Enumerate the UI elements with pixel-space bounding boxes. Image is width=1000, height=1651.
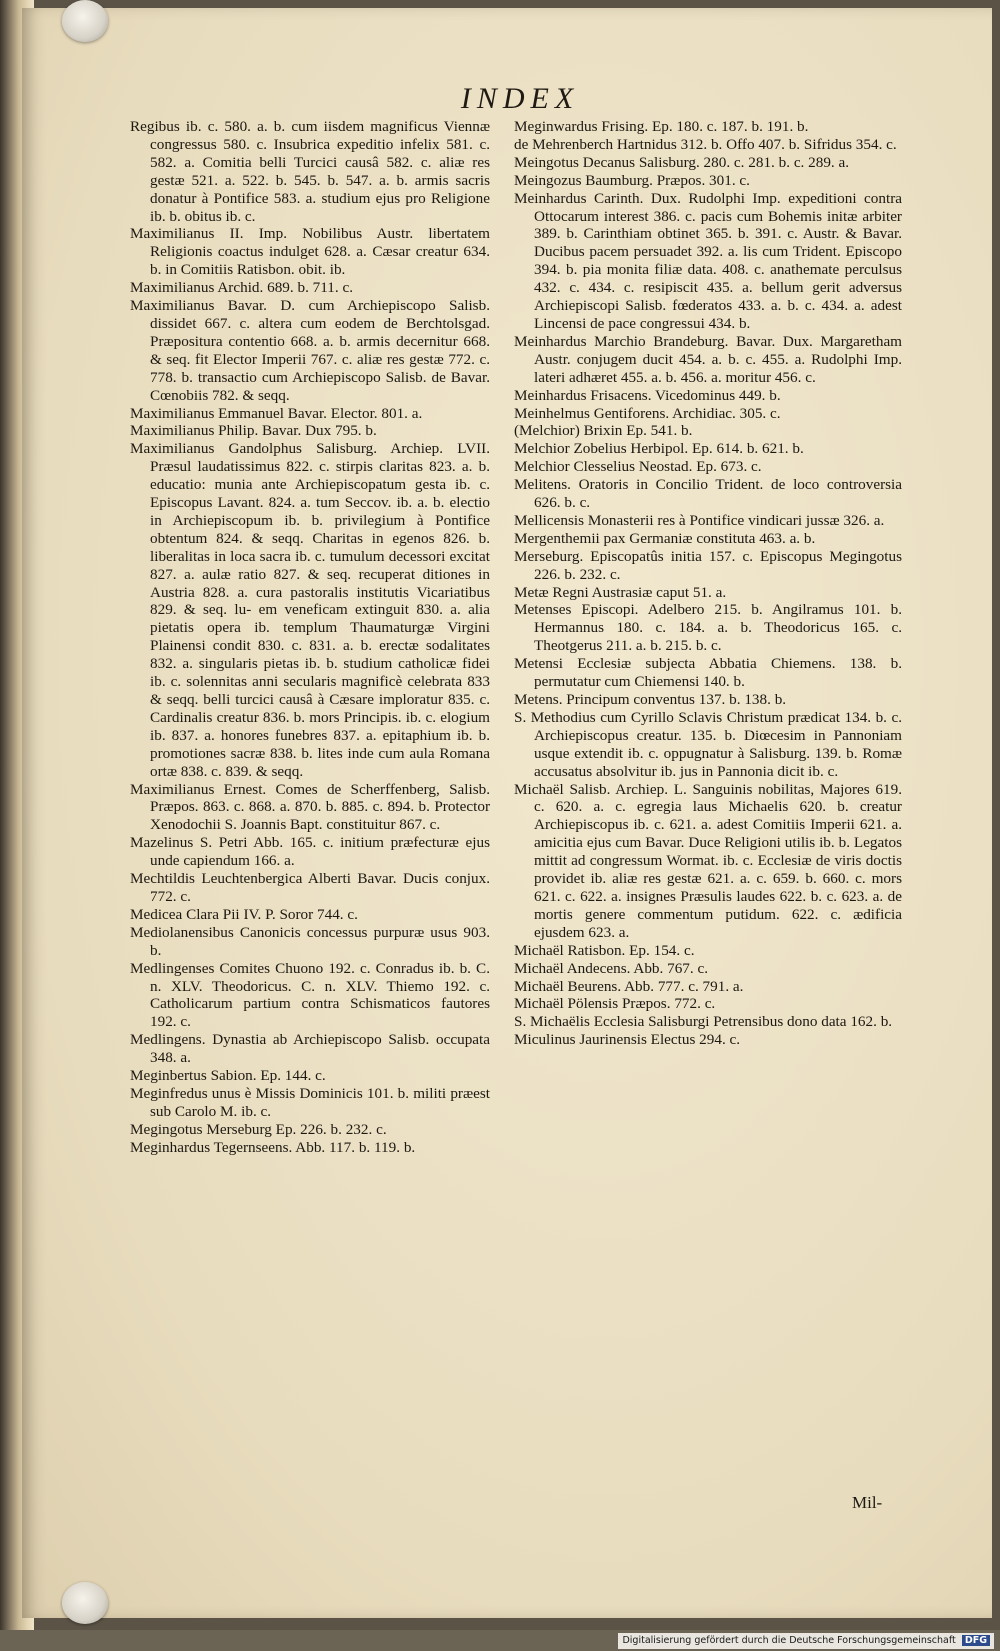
- page-title: INDEX: [460, 82, 580, 115]
- index-column-left: [130, 118, 490, 1157]
- index-entry: Maximilianus II. Imp. Nobilibus Austr. libertatem Religionis coactus indulget 628. a. Cæsar creatur 634. b. in Comitiis Ratisbon. obit. ib.: [130, 225, 490, 279]
- index-entry: Meginhardus Tegernseens. Abb. 117. b. 119. b.: [130, 1138, 416, 1156]
- index-entry: Maximilianus Philip. Bavar. Dux 795. b.: [130, 422, 377, 440]
- catchword: Mil-: [852, 1493, 883, 1512]
- page-clip-bottom: [62, 1582, 108, 1624]
- index-entry: Merseburg. Episcopatûs initia 157. c. Episcopus Megingotus 226. b. 232. c.: [514, 547, 902, 583]
- index-entry: Michaël Ratisbon. Ep. 154. c.: [514, 941, 695, 959]
- funding-text: Digitalisierung gefördert durch die Deutsche Forschungsgemeinschaft: [622, 1635, 956, 1646]
- index-entry: Michaël Andecens. Abb. 767. c.: [514, 959, 709, 977]
- index-entry: Meinhardus Marchio Brandeburg. Bavar. Dux. Margaretham Austr. conjugem ducit 454. a. b. c. 455. a. Rudolphi Imp. lateri adhæret 455. a. b. 456. a. moritur 456. c.: [514, 332, 902, 386]
- index-entry: Mazelinus S. Petri Abb. 165. c. initium præfecturæ ejus unde capiendum 166. a.: [130, 834, 490, 870]
- index-entry: Mechtildis Leuchtenbergica Alberti Bavar. Ducis conjux. 772. c.: [130, 870, 490, 905]
- index-entry: Regibus ib. c. 580. a. b. cum iisdem magnificus Viennæ congressus 580. c. Insubrica expeditio infelix 581. c. 582. a. Comitia belli Turcici causâ 582. c. aliæ res gestæ 521. a. 522. b. 545. b. 547. a. b. armis sacris donatur à Pontifice 583. a. studium ejus pro Religione ib. b. obitus ib. c.: [130, 118, 490, 225]
- index-entry: Michaël Beurens. Abb. 777. c. 791. a.: [514, 977, 744, 995]
- index-entry: Metæ Regni Austrasiæ caput 51. a.: [514, 583, 727, 601]
- funding-footer: [618, 1633, 994, 1649]
- index-entry: Michaël Salisb. Archiep. L. Sanguinis nobilitas, Majores 619. c. 620. a. c. egregia laus Michaelis 620. b. creatur Archiepiscopus ib. c. 621. a. adest Comitiis Imperii 621. a. amicitia ejus cum Bavar. Duce Religioni utilis ib. b. Legatos mittit ad congressum Wormat. ib. c. Ecclesiæ de viris doctis providet ib. aliæ res gestæ 621. a. c. 659. b. 660. c. mors 621. c. 622. a. insignes Præsulis laudes 622. b. c. 623. a. de mortis genere commentum putidum. 622. c. ædificia ejusdem 623. a.: [514, 780, 902, 941]
- index-entry: Melitens. Oratoris in Concilio Trident. de loco controversia 626. b. c.: [514, 476, 902, 512]
- index-entry: Melchior Zobelius Herbipol. Ep. 614. b. 621. b.: [514, 440, 804, 458]
- index-entry: Megingotus Merseburg Ep. 226. b. 232. c.: [130, 1120, 387, 1138]
- index-entry: Meinhardus Frisacens. Vicedominus 449. b.: [514, 386, 781, 404]
- index-entry: Melchior Clesselius Neostad. Ep. 673. c.: [514, 458, 762, 476]
- index-entry: Michaël Pölensis Præpos. 772. c.: [514, 995, 716, 1013]
- index-entry: Miculinus Jaurinensis Electus 294. c.: [514, 1031, 741, 1049]
- index-entry: Maximilianus Bavar. D. cum Archiepiscopo Salisb. dissidet 667. c. altera cum eodem de Berchtolsgad. Præpositura contentio 668. a. b. armis decernitur 668. & seq. fit Elector Imperii 767. c. aliæ res gestæ 772. c. 778. b. transactio cum Archiepiscopo Salisb. de Bavar. Cœnobiis 782. & seqq.: [130, 297, 490, 404]
- index-entry: Meginfredus unus è Missis Dominicis 101. b. militi præest sub Carolo M. ib. c.: [130, 1084, 490, 1120]
- index-entry: de Mehrenberch Hartnidus 312. b. Offo 407. b. Sifridus 354. c.: [514, 135, 897, 153]
- index-entry: Meginbertus Sabion. Ep. 144. c.: [130, 1067, 326, 1085]
- index-entry: Meingozus Baumburg. Præpos. 301. c.: [514, 171, 750, 189]
- index-entry: Mellicensis Monasterii res à Pontifice vindicari jussæ 326. a.: [514, 511, 885, 529]
- index-column-right: [514, 118, 902, 1049]
- index-entry: Metens. Principum conventus 137. b. 138. b.: [514, 691, 787, 708]
- index-entry: Maximilianus Ernest. Comes de Scherffenberg, Salisb. Præpos. 863. c. 868. a. 870. b. 885. c. 894. b. Protector Xenodochii S. Joannis Bapt. constituitur 867. c.: [130, 780, 490, 834]
- index-entry: S. Michaëlis Ecclesia Salisburgi Petrensibus dono data 162. b.: [514, 1013, 893, 1031]
- index-entry: S. Methodius cum Cyrillo Sclavis Christum prædicat 134. b. c. Archiepiscopus creatur. 135. b. Diœcesim in Pannoniam usque extendit ib. c. oppugnatur à Salisburg. 139. b. Romæ accusatus absolvitur ib. jus in Pannonia dicit ib. c.: [514, 708, 902, 780]
- index-entry: Maximilianus Gandolphus Salisburg. Archiep. LVII. Præsul laudatissimus 822. c. stirpis claritas 823. a. b. educatio: munia ante Archiepiscopatum gesta ib. c. Episcopus Lavant. 824. a. tum Seccov. ib. a. b. electio in Archiepiscopum ib. b. privilegium à Pontifice obtentum 824. & seqq. Charitas in egenos 826. b. liberalitas in loca sacra ib. c. tumulum decessori excitat 827. a. aulæ ratio 827. & seq. recuperat ditiones in Austria 828. a. cura pastoralis institutis Vicariatibus 829. & seq. lu- em veneficam extinguit 830. a. alia pietatis opera ib. templum Thaumaturgæ Virgini Plainensi condit 830. c. 831. a. b. erectæ sodalitates 832. a. singularis pietas ib. b. studium catholicæ fidei ib. c. solennitas anni secularis magnificè celebrata 833 & seqq. belli turcici causâ à Cæsare imploratur 835. c. Cardinalis creatur 836. b. mors Principis. ib. c. elogium ib. 837. a. honores funebres 837. a. epitaphium ib. b. promotiones sacræ 838. b. lites inde cum aula Romana ortæ 838. c. 839. & seqq.: [130, 440, 490, 780]
- index-entry: (Melchior) Brixin Ep. 541. b.: [514, 422, 693, 440]
- index-entry: Metensi Ecclesiæ subjecta Abbatia Chiemens. 138. b. permutatur cum Chiemensi 140. b.: [514, 655, 902, 691]
- index-entry: Maximilianus Emmanuel Bavar. Elector. 801. a.: [130, 404, 423, 422]
- page-clip-top: [62, 0, 108, 42]
- index-entry: Medlingens. Dynastia ab Archiepiscopo Salisb. occupata 348. a.: [130, 1031, 490, 1067]
- index-entry: Mergenthemii pax Germaniæ constituta 463. a. b.: [514, 529, 816, 547]
- dfg-logo: DFG: [962, 1635, 990, 1646]
- index-entry: Medicea Clara Pii IV. P. Soror 744. c.: [130, 905, 358, 923]
- index-entry: Medlingenses Comites Chuono 192. c. Conradus ib. b. C. n. XLV. Theodoricus. C. n. XLV. Thiemo 192. c. Catholicarum partium contra Schismaticos fautores 192. c.: [130, 959, 490, 1031]
- index-entry: Maximilianus Archid. 689. b. 711. c.: [130, 279, 354, 297]
- index-entry: Meingotus Decanus Salisburg. 280. c. 281. b. c. 289. a.: [514, 153, 850, 171]
- index-entry: Meginwardus Frising. Ep. 180. c. 187. b. 191. b.: [514, 118, 809, 135]
- index-entry: Meinhardus Carinth. Dux. Rudolphi Imp. expeditioni contra Ottocarum interest 386. c. pacis cum Bohemis initæ arbiter 389. b. Carinthiam obtinet 365. b. 391. c. Austr. & Bavar. Ducibus pacem persuadet 392. a. lis cum Trident. Episcopo 394. b. pia monita filiæ data. 408. c. anathemate perculsus 432. c. 434. c. resipiscit 435. a. bellum gerit adversus Archiepiscopi Salisb. fœderatos 433. a. b. c. 434. a. adest Lincensi de pace congressui 434. b.: [514, 189, 902, 332]
- index-entry: Meinhelmus Gentiforens. Archidiac. 305. c.: [514, 404, 781, 422]
- index-entry: Mediolanensibus Canonicis concessus purpuræ usus 903. b.: [130, 923, 490, 959]
- index-entry: Metenses Episcopi. Adelbero 215. b. Angilramus 101. b. Hermannus 180. c. 184. a. b. Theodoricus 165. c. Theotgerus 211. a. b. 215. b. c.: [514, 601, 902, 655]
